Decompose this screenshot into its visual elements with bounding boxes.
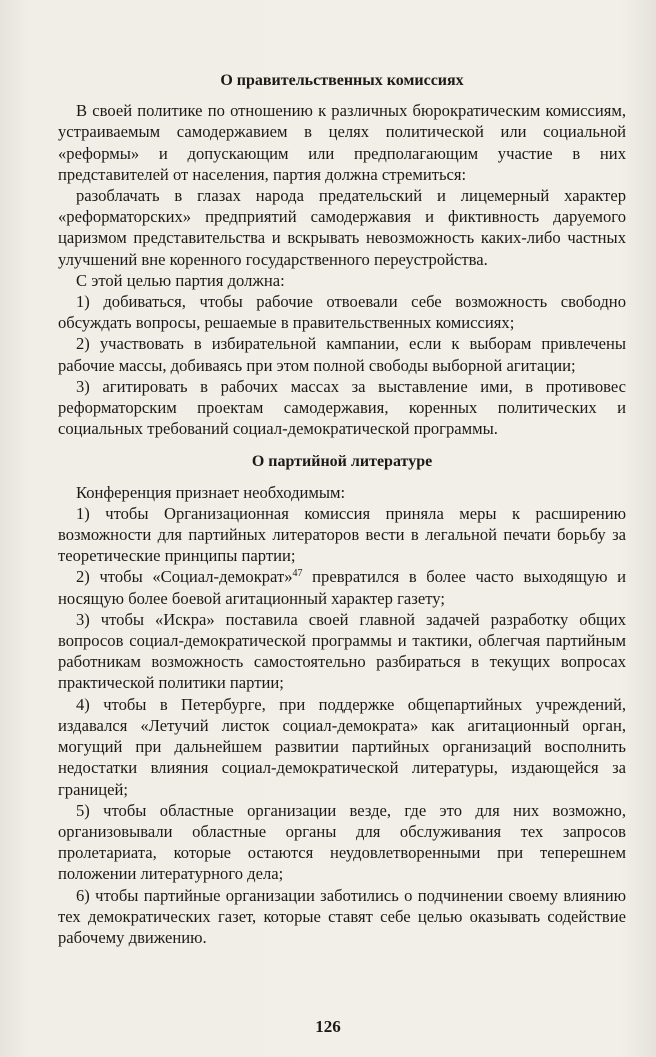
list-item-text: превратился в более часто выходящую и носящую более боевой агитационный характер газету; xyxy=(58,567,627,608)
footnote-marker: 47 xyxy=(292,568,303,580)
list-item: 4) чтобы в Петербурге, при поддержке общепартийных учреждений, издавался «Летучий листок социал-демократа» как агитационный орган, могущий при дальнейшем развитии партийных организаций восполнить недостатки влияния социал-демократической литературы, издающейся за границей; xyxy=(58,694,626,799)
list-item-text: 2) чтобы «Социал-демократ» xyxy=(76,567,293,587)
list-item: 1) добиваться, чтобы рабочие отвоевали себе возможность свободно обсуждать вопросы, решаемые в правительственных комиссиях; xyxy=(58,292,626,333)
list-item: 1) чтобы Организационная комиссия приняла меры к расширению возможности для партийных литераторов вести в легальной печати борьбу за теоретические принципы партии; xyxy=(58,503,626,566)
list-item: 6) чтобы партийные организации заботились о подчинении своему влиянию тех демократических газет, которые ставят себе целью оказывать содействие рабочему движению. xyxy=(58,885,626,947)
section-title-commissions: О правительственных комиссиях xyxy=(220,72,464,89)
list-item: 2) участвовать в избирательной кампании, если к выборам привлечены рабочие массы, добиваясь при этом полной свободы выборной агитации; xyxy=(58,334,626,375)
list-item: 5) чтобы областные организации везде, где это для них возможно, организовывали областные органы для обслуживания тех запросов пролетариата, которые остаются неудовлетворенными при теперешнем положении литературного дела; xyxy=(58,800,626,884)
list-item: 3) чтобы «Искра» поставила своей главной задачей разработку общих вопросов социал-демократической программы и тактики, облегчая партийным работникам возможность самостоятельно разбираться в текущих вопросах практической политики партии; xyxy=(58,609,626,693)
paragraph-intro: В своей политике по отношению к различных бюрократическим комиссиям, устраиваемым самодержавием в целях политической или социальной «реформы» и допускающим или предполагающим участие в них представителей от населения, партия должна стремиться: xyxy=(58,101,626,184)
list-item xyxy=(58,566,626,608)
section-title-literature: О партийной литературе xyxy=(251,453,433,471)
paragraph-lead: Конференция признает необходимым: xyxy=(76,482,346,502)
text-column xyxy=(58,70,626,948)
paragraph-goal: разоблачать в глазах народа предательский и лицемерный характер «реформаторских» предприятий самодержавия и фиктивность даруемого царизмом представительства и вскрывать невозможность каких-либо частных улучшений вне коренного государственного переустройства. xyxy=(58,186,626,269)
list-item: 3) агитировать в рабочих массах за выставление ими, в противовес реформаторским проектам самодержавия, коренных политических и социальных требований социал-демократической программы. xyxy=(58,376,626,439)
page-number: 126 xyxy=(315,1017,341,1036)
paragraph-lead: С этой целью партия должна: xyxy=(76,270,285,290)
